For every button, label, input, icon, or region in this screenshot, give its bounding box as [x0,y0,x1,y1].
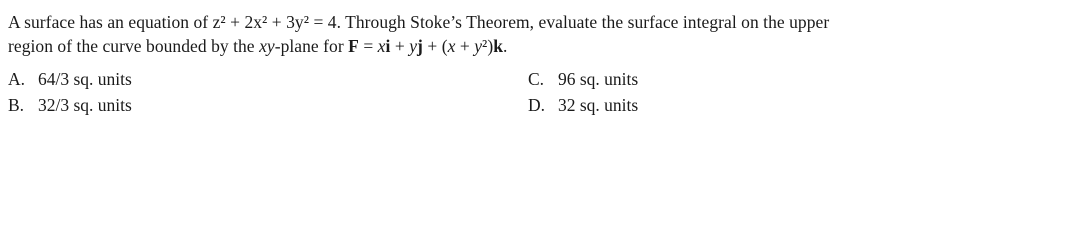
question-line-2-mid: -plane for [274,36,349,56]
choice-c[interactable] [528,66,638,92]
unit-vector-k: k [493,36,503,56]
plus-sign-1: + [390,36,410,56]
unit-vector-j: j [417,36,423,56]
period: . [503,36,508,56]
choice-text: 96 sq. units [558,69,639,89]
close-paren: ) [487,36,494,56]
question-line-2-prefix: region of the curve bounded by the [8,36,260,56]
choice-letter: C. [528,69,545,89]
choice-text: 64/3 sq. units [38,69,132,89]
superscript-two: ² [482,36,488,56]
question-line-2 [8,34,1058,58]
vector-field-symbol: F [348,36,359,56]
var-x-2: x [447,36,456,56]
choice-letter: A. [8,69,26,89]
plane-name: xy [259,36,275,56]
var-y-2: y [474,36,483,56]
equals-sign: = [358,36,378,56]
answer-choices [8,66,1058,126]
choice-letter: D. [528,95,546,115]
choice-text: 32/3 sq. units [38,95,132,115]
choice-text: 32 sq. units [558,95,639,115]
var-y: y [409,36,418,56]
unit-vector-i: i [385,36,391,56]
plus-sign-2: + ( [422,36,448,56]
choice-b[interactable] [8,92,132,118]
plus-sign-3: + [455,36,475,56]
choice-a[interactable] [8,66,132,92]
question-text [8,10,1058,58]
choice-letter: B. [8,95,25,115]
choice-d[interactable] [528,92,638,118]
question-line-1: A surface has an equation of z² + 2x² + 3y² = 4. Through Stoke’s Theorem, evaluate the surface integral on the upper [8,12,830,32]
var-x: x [377,36,386,56]
